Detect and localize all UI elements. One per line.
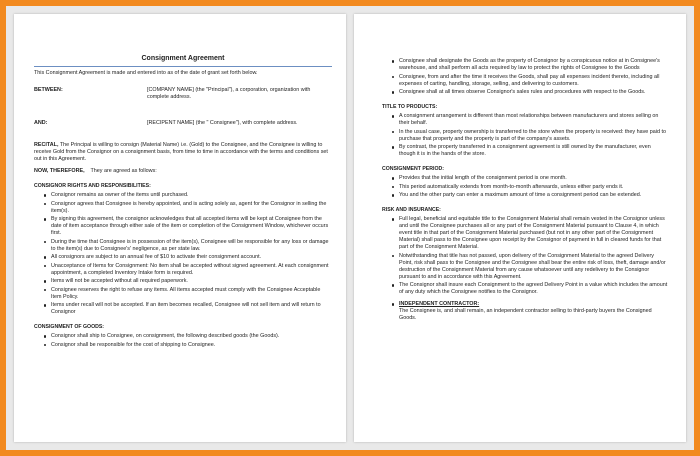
list-item: Full legal, beneficial and equitable title to the Consignment Material shall remain vested in the Consignor unless and until the Consignee purchases all or any part of the Consignment Material pursuant to Clause 4, in which event title in that part of the Consignment Material purchased (but not in any other part of the Consignment Material) shall pass to the Consignee upon receipt by the Consignor of payment in full in cleared funds for that part of the Consignment Material. xyxy=(399,216,668,251)
between-row xyxy=(34,87,332,101)
contractor-text: The Consignee is, and shall remain, an independent contractor selling to third-party buyers the Consigned Goods. xyxy=(399,308,652,321)
title-products-heading: TITLE TO PRODUCTS: xyxy=(382,104,438,110)
list-item: A consignment arrangement is different than most relationships between manufacturers and stores selling on their behalf. xyxy=(399,113,668,127)
list-item: This period automatically extends from month-to-month afterwards, unless either party ends it. xyxy=(399,184,668,191)
list-item: In the usual case, property ownership is transferred to the store when the property is received: they have paid to purchase that property and the property is part of the company's assets. xyxy=(399,129,668,143)
contractor-block xyxy=(382,301,668,322)
list-item: Consignee shall designate the Goods as the property of Consignor by a conspicuous notice at in Consignee's warehouse, and shall perform all acts required by law to protect the rights of Consignee to the Goods xyxy=(399,58,668,72)
recital-text: The Principal is willing to consign (Material Name) i.e. (Gold) to the Consignee, and the Consignee is willing to receive Gold from the Consignor on a consignment basis, from time to time in accordance with the terms and conditions set out in this Agreement. xyxy=(34,142,328,162)
title-products-list xyxy=(382,113,668,158)
goods-continued-list xyxy=(382,58,668,96)
between-label: BETWEEN: xyxy=(34,87,63,93)
goods-heading: CONSIGNMENT OF GOODS: xyxy=(34,324,105,330)
rights-list xyxy=(34,192,332,316)
contractor-heading: INDEPENDENT CONTRACTOR: xyxy=(399,301,480,307)
list-item: Consignor remains as owner of the items until purchased. xyxy=(51,192,332,199)
list-item: You and the other party can enter a maximum amount of time a consignment period can be extended. xyxy=(399,192,668,199)
document-viewer xyxy=(6,6,694,450)
now-therefore-paragraph xyxy=(34,168,332,175)
list-item: Consignee reserves the right to refuse any items. All items accepted must comply with the Consignee Acceptable Item Policy. xyxy=(51,287,332,301)
document-page-2 xyxy=(354,14,686,442)
list-item: All consignors are subject to an annual fee of $10 to activate their consignment account. xyxy=(51,254,332,261)
period-heading: CONSIGNMENT PERIOD: xyxy=(382,166,444,172)
list-item: During the time that Consignee is in possession of the item(s), Consignee will be responsible for any loss or damage to the item(s) due to Consignee's' negligence, as per state law. xyxy=(51,239,332,253)
recital-label: RECITAL, xyxy=(34,142,59,148)
recital-paragraph xyxy=(34,142,332,163)
document-page-1 xyxy=(14,14,346,442)
and-text: [RECIPENT NAME] (the " Consignee"), with complete address. xyxy=(147,120,298,126)
list-item: Provides that the initial length of the consignment period is one month. xyxy=(399,175,668,182)
list-item: Items under recall will not be accepted. If an item becomes recalled, Consignee will not sell item and will return to Consignor xyxy=(51,302,332,316)
list-item: Consignee, from and after the time it receives the Goods, shall pay all expenses incident thereto, including all expenses of carting, handling, storage, selling, and delivering to customers. xyxy=(399,74,668,88)
risk-list xyxy=(382,216,668,296)
list-item xyxy=(399,301,668,322)
risk-heading: RISK AND INSURANCE: xyxy=(382,207,441,213)
list-item: Consignee shall at all times observe Consignor's sales rules and procedures with respect to the Goods. xyxy=(399,89,668,96)
list-item: Notwithstanding that title has not passed, upon delivery of the Consignment Material to the agreed Delivery Point, risk shall pass to the Consignee and the Consignee shall bear the entire risk of loss, theft, damage and/or destruction of the Consignment Material from any cause whatsoever until any redelivery to the Consignor pursuant to and in accordance with this Agreement. xyxy=(399,253,668,281)
list-item: The Consignor shall insure each Consignment to the agreed Delivery Point in a value which includes the amount of any duty which the Consignee notifies to the Consignor. xyxy=(399,282,668,295)
goods-list xyxy=(34,333,332,349)
now-therefore-text: They are agreed as follows: xyxy=(84,168,157,174)
list-item: Consignor agrees that Consignee is hereby appointed, and is acting solely as, agent for the Consignor in selling the item(s). xyxy=(51,201,332,215)
list-item: Items will not be accepted without all required paperwork. xyxy=(51,278,332,285)
and-row xyxy=(34,120,332,127)
intro-paragraph: This Consignment Agreement is made and entered into as of the date of grant set forth below. xyxy=(34,70,258,76)
list-item: Consignor shall ship to Consignee, on consignment, the following described goods (the Goods). xyxy=(51,333,332,340)
list-item: Unacceptance of Items for Consignment: No item shall be accepted without signed agreement. At each consignment appointment, a completed Inventory Intake form is required. xyxy=(51,263,332,277)
now-therefore-label: NOW, THEREFORE, xyxy=(34,168,85,174)
period-list xyxy=(382,175,668,199)
list-item: By signing this agreement, the consignor acknowledges that all accepted items will be kept at Consignee from the date of item acceptance through either sale of the item or completion of the Consignment Window, whichever occurs first. xyxy=(51,216,332,237)
list-item: By contrast, the property transferred in a consignment agreement is still owned by the manufacturer, even though it is in the hands of the store. xyxy=(399,144,668,158)
between-text: [COMPANY NAME] (the "Principal"), a corporation, organization with complete address. xyxy=(147,87,311,100)
and-label: AND: xyxy=(34,120,48,126)
document-title: Consignment Agreement xyxy=(34,54,332,67)
list-item: Consignor shall be responsible for the cost of shipping to Consignee. xyxy=(51,342,332,349)
rights-heading: CONSIGNOR RIGHTS AND RESPONSIBILITIES: xyxy=(34,183,151,189)
